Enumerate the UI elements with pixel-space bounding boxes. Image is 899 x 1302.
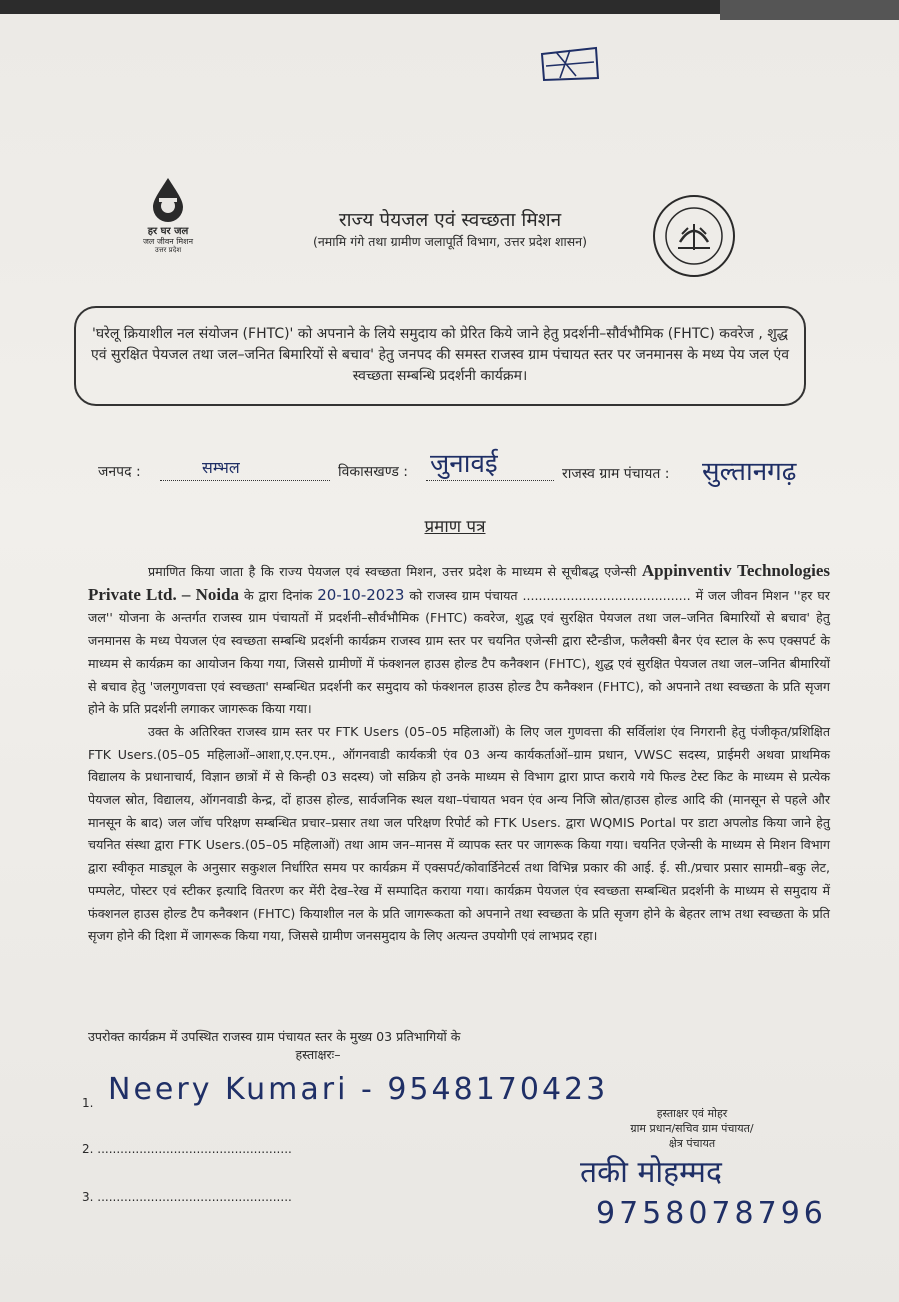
block-label: विकासखण्ड :	[338, 464, 409, 480]
signature-number-1: 1.	[82, 1096, 94, 1110]
har-ghar-jal-logo	[128, 176, 208, 260]
pradhan-line-3: क्षेत्र पंचायत	[668, 1137, 716, 1150]
certificate-title: प्रमाण पत्र	[424, 517, 486, 537]
signature-line-1	[82, 1096, 93, 1110]
location-fields	[98, 449, 858, 492]
signature-dots-2: ...................................................	[97, 1142, 292, 1156]
panchayat-label: राजस्व ग्राम पंचायत :	[562, 466, 670, 482]
panchayat-value: सुल्तानगढ़	[702, 457, 797, 487]
signature-dots-3: ...................................................	[97, 1190, 292, 1204]
district-label: जनपद :	[98, 464, 141, 480]
water-drop-icon	[149, 176, 187, 222]
paragraph-2: उक्त के अतिरिक्त राजस्व ग्राम स्तर पर FTK Users (05–05 महिलाओं) के लिए जल गुणवत्ता की सर्विलांश एंव निगरानी हेतु पंजीकृत/प्रशिक्षित FTK Users.(05–05 महिलाओं–आशा,ए.एन.एम., ऑगनवाडी कार्यकत्री एंव 03 अन्य कार्यकर्ताओं–ग्राम प्रधान, VWSC सदस्य, प्राईमरी अथवा प्राथमिक विद्यालय के प्रधानाचार्य, विज्ञान छात्रों में से किन्ही 03 सदस्य) जो सक्रिय हो उनके माध्यम से विभाग द्वारा प्राप्त कराये गये फिल्ड टेस्ट किट के माध्यम से प्रत्येक पेयजल स्रोत, विद्यालय, ऑगनवाडी केन्द्र, दों हाउस होल्ड, सार्वजनिक स्थल यथा–पंचायत भवन एंव अन्य निजि स्रोत/हाउस होल्ड आदि की (मानसून से पहले और मानसून के बाद) जल जॉच परिक्षण सम्बन्धित प्रचार–प्रसार तथा जल परिक्षण रिपोर्ट को FTK Users. द्वारा WQMIS Portal पर डाटा अपलोड किया जाने हेतु चयनित संस्था द्वारा FTK Users.(05–05 महिलाओं) तथा आम जन–मानस में व्यापक स्तर पर जागरूक किया गया। चयनित एजेन्सी के माध्यम से मिशन विभाग द्वारा स्वीकृत माड्यूल के अनुसार सकुशल निर्धारित समय पर कार्यक्रम में एक्सपर्ट/कोवार्डिनेटर्स तथा विभिन्न प्रकार की आई. ई. सी./प्रचार प्रसार सामग्री–बकु लेट, पम्पलेट, पोस्टर एवं स्टीकर इत्यादि वितरण कर मेंरी देख–रेख में सम्पादित कराया गया। कार्यक्रम पेयजल एंव स्वच्छता सम्बन्धित प्रदर्शनी के माध्यम से समुदाय में फंक्शनल हाउस होल्ड टैप कनैक्शन (FHTC) कियाशील नल के प्रति जागरूकता को अपनाने तथा स्वच्छता के प्रति सृजग होने के बेहतर लाभ तथा स्वच्छता के प्रति सृजग होने की दिशा में जागरूक किया गया, जिससे ग्रामीण जनसमुदाय के लिए अत्यन्त उपयोगी एवं लाभप्रद रहा।	[88, 723, 831, 944]
up-government-seal-icon	[652, 194, 736, 278]
mission-title: राज्य पेयजल एवं स्वच्छता मिशन	[338, 209, 562, 231]
paragraph-1-part-1: प्रमाणित किया जाता है कि राज्य पेयजल एवं स्वच्छता मिशन, उत्तर प्रदेश के माध्यम से सूचीबद्ध एजेन्सी	[148, 564, 637, 579]
paragraph-1-part-2: के द्वारा दिनांक	[239, 587, 313, 603]
participant-signature-1: Neery Kumari - 9548170423	[108, 1072, 609, 1107]
mission-subtitle: (नमामि गंगे तथा ग्रामीण जलापूर्ति विभाग, उत्तर प्रदेश शासन)	[312, 234, 587, 249]
paragraph-1-part-3: को राजस्व ग्राम पंचायत .......................................... में जल जीवन मिशन ''हर घर जल'' योजना के अन्तर्गत राजस्व ग्राम पंचायतों में प्रदर्शनी–सौर्वभौमिक (FHTC) कवरेज, शुद्ध एवं सुरक्षित पेयजल तथा जल–जनित बिमारियों से बचाव' हेतु जनमानस के मध्य पेयजल एंव स्वच्छता सम्बन्धि प्रदर्शनी कार्यक्रम राजस्व ग्राम स्तर पर चयनित एजेन्सी द्वारा स्टैन्डीज, फलैक्सी बैनर एंव स्टाल के रूप एक्सपर्ट के माध्यम से कार्यक्रम का आयोजन किया गया, जिससे ग्रामीणों में फंक्शनल हाउस होल्ड टैप कनैक्शन (FHTC), शुद्ध एवं सुरक्षित पेयजल तथा जल–जनित बीमारियों से बचाव हेतु 'जलगुणवत्ता एवं स्वच्छता' सम्बन्धित प्रदर्शनी कर समुदाय को फंक्शनल हाउस होल्ड टैप कनैक्शन (FHTC), को अपनाने तथा स्वच्छता के प्रति सृजग होने के प्रति प्रदर्शनी लगाकर जागरूक किया गया।	[88, 587, 830, 717]
signature-line-3	[82, 1190, 292, 1204]
paragraph-1	[88, 560, 830, 721]
logo-line-3: उत्तर प्रदेश	[154, 246, 182, 254]
pradhan-phone: 9758078796	[596, 1196, 827, 1231]
signature-line-2	[82, 1142, 292, 1156]
pradhan-signature-block	[592, 1106, 792, 1151]
block-value: जुनावई	[430, 449, 498, 479]
logo-line-1: हर घर जल	[147, 226, 189, 237]
signature-number-3: 3.	[82, 1190, 94, 1204]
agency-name: Appinventiv Technologies Private Ltd. – Noida	[88, 561, 830, 604]
program-date: 20-10-2023	[317, 585, 405, 604]
participants-intro-line-2: हस्ताक्षरः–	[295, 1047, 341, 1062]
pradhan-line-1: हस्ताक्षर एवं मोहर	[656, 1107, 728, 1120]
participants-intro	[88, 1028, 608, 1064]
district-field	[160, 462, 330, 481]
pradhan-line-2: ग्राम प्रधान/सचिव ग्राम पंचायत/	[630, 1122, 754, 1135]
top-shadow-corner	[720, 0, 899, 20]
certificate-body	[88, 560, 830, 948]
district-value: सम्भल	[202, 458, 240, 477]
program-heading-box	[74, 306, 806, 406]
signature-number-2: 2.	[82, 1142, 94, 1156]
handwritten-mark-icon	[536, 44, 604, 84]
pradhan-name-signature: तकी मोहम्मद	[580, 1155, 722, 1190]
logo-line-2: जल जीवन मिशन	[142, 237, 194, 246]
program-heading-text: 'घरेलू क्रियाशील नल संयोजन (FHTC)' को अपनाने के लिये समुदाय को प्रेरित किये जाने हेतु प्रदर्शनी–सौर्वभौमिक (FHTC) कवरेज , शुद्ध एवं सुरक्षित पेयजल तथा जल–जनित बिमारियों से बचाव' हेतु जनपद की समस्त राजस्व ग्राम पंचायत स्तर पर जनमानस के मध्य पेय जल एंव स्वच्छता सम्बन्धि प्रदर्शनी कार्यक्रम।	[91, 326, 789, 384]
participants-intro-line-1: उपरोक्त कार्यक्रम में उपस्थित राजस्व ग्राम पंचायत स्तर के मुख्य 03 प्रतिभागियों के	[88, 1029, 461, 1044]
